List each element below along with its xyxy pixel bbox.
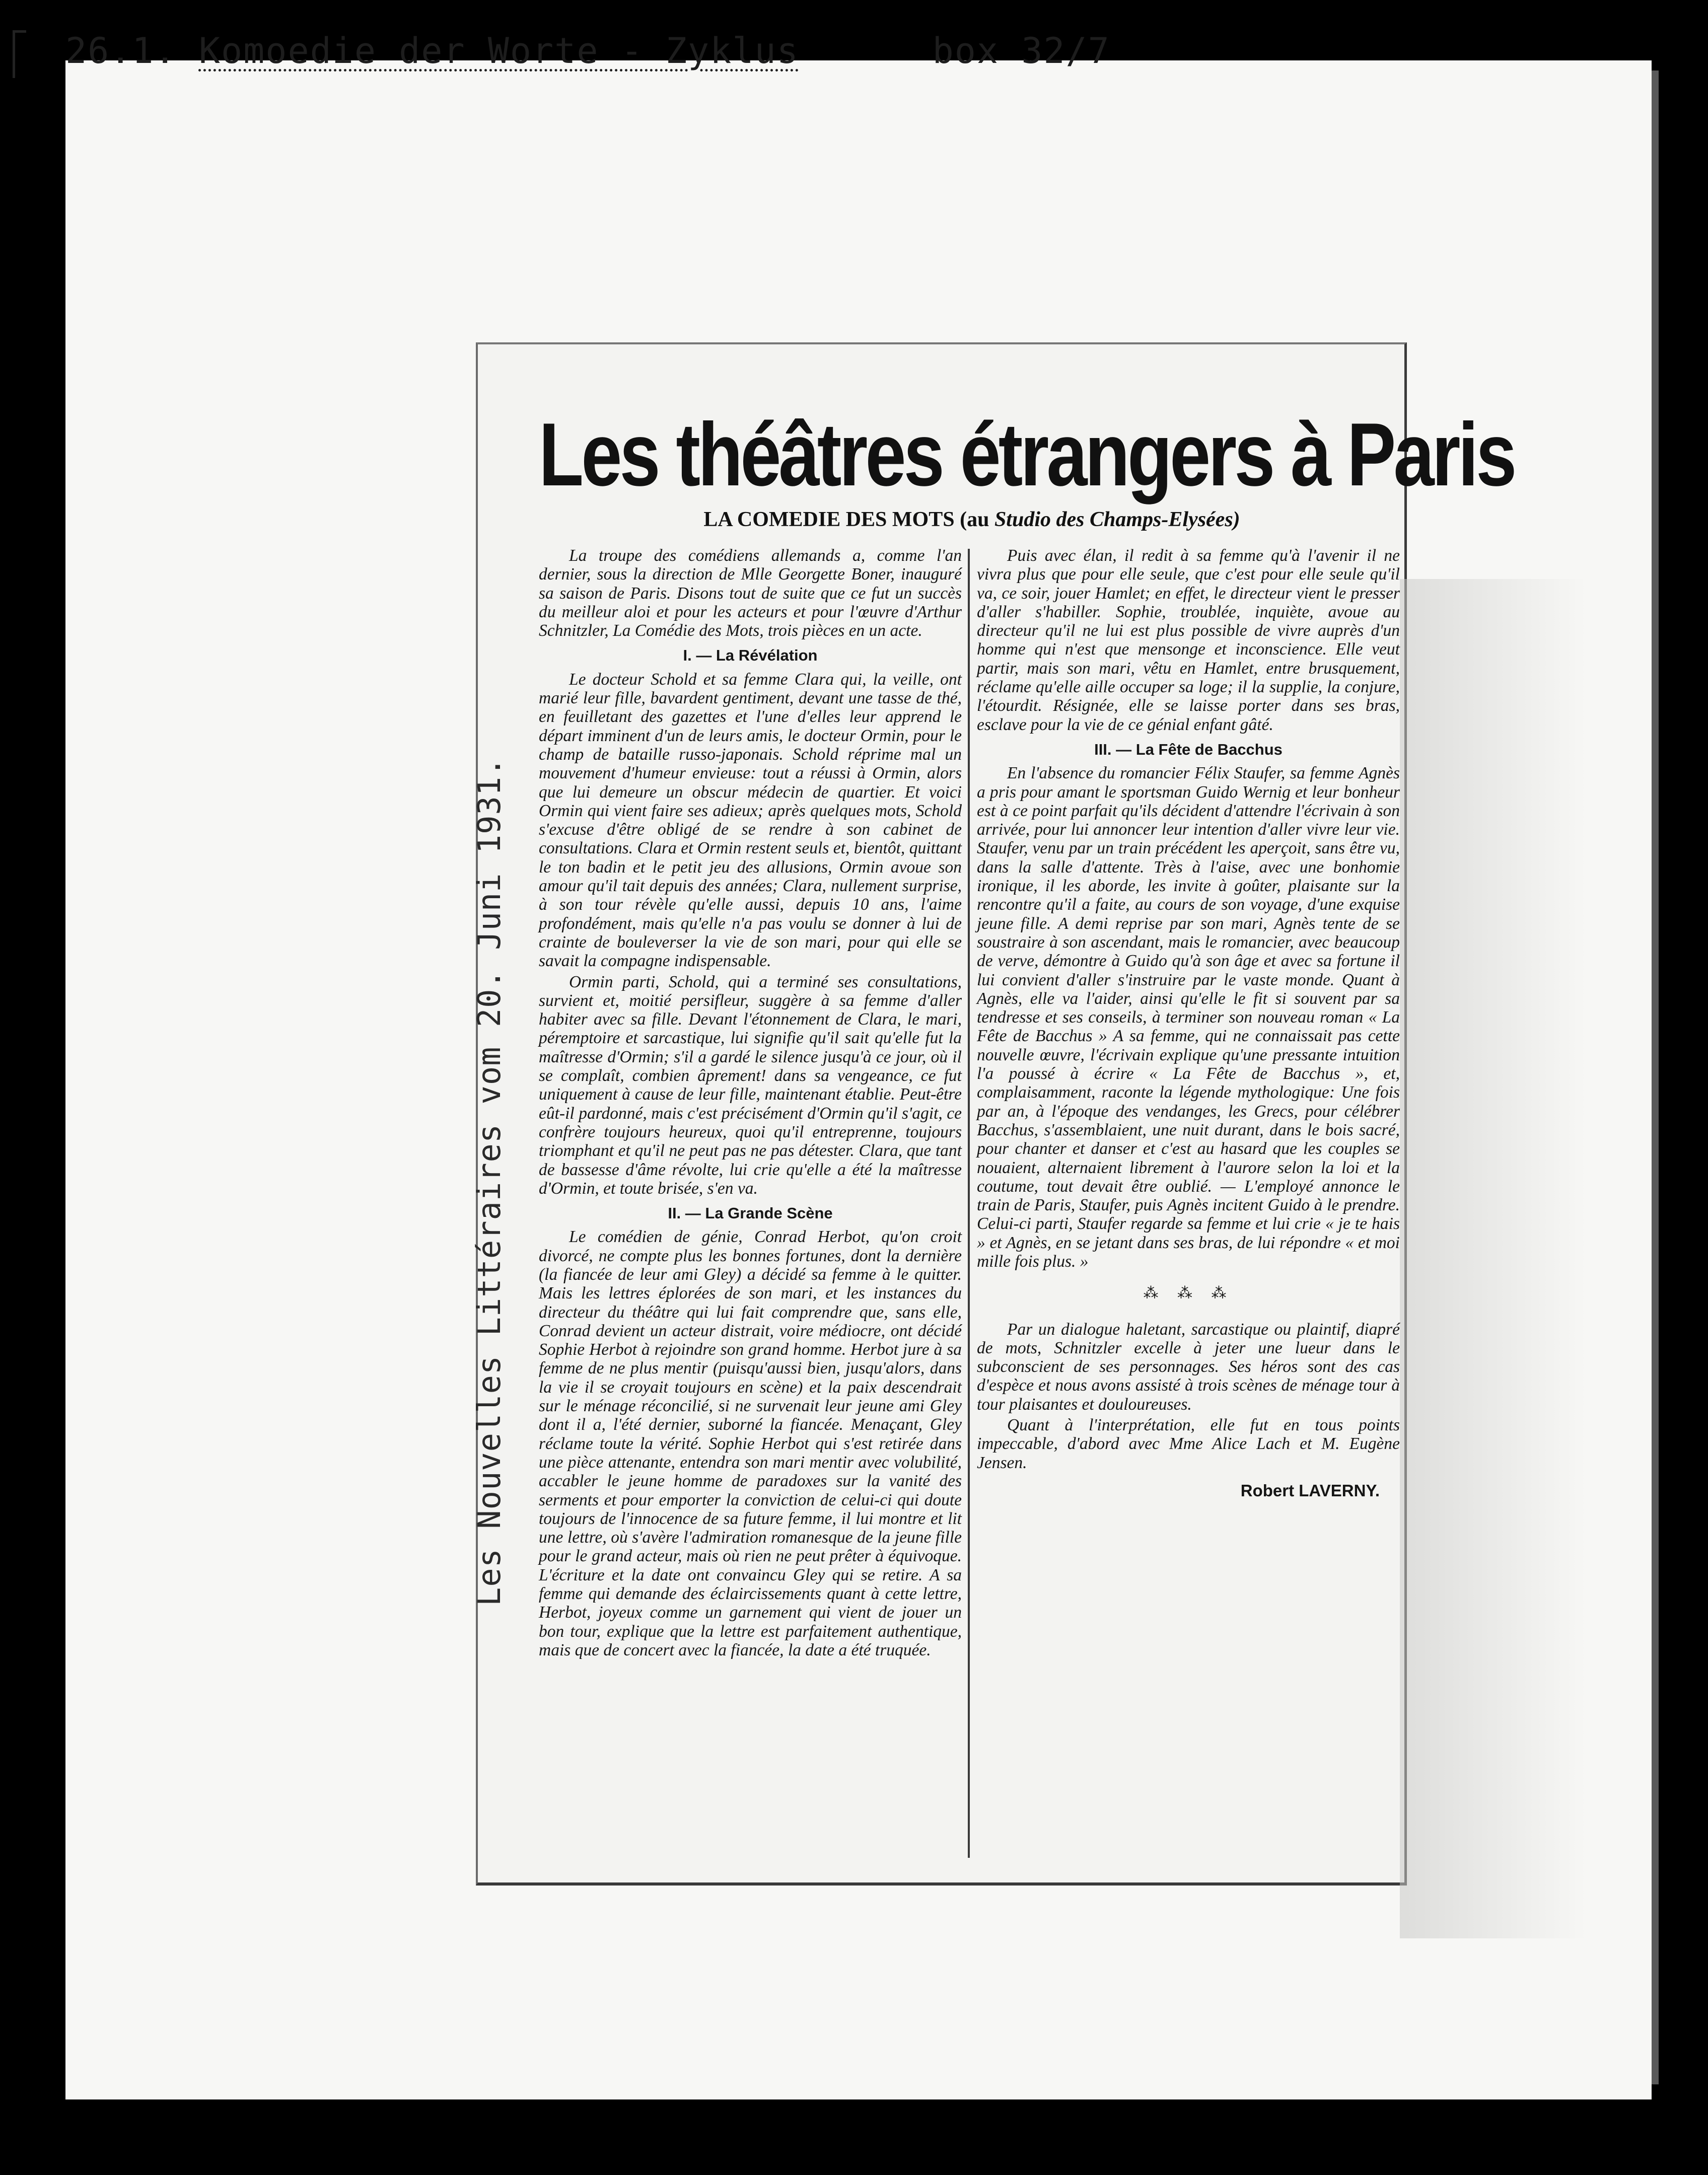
source-note: Les Nouvelles Littéraires vom 20. Juni 1931. <box>471 757 508 1606</box>
conclusion-paragraph: Par un dialogue haletant, sarcastique ou plaintif, diapré de mots, Schnitzler excelle à jeter une lueur dans le subconscient de ses personnages. Ses héros sont des cas d'espèce et nous avons assisté à trois scènes de ménage tour à tour plaisantes et douloureuses. <box>977 1320 1400 1414</box>
subtitle-venue: Studio des Champs-Elysées) <box>994 508 1240 531</box>
scan-shading <box>1400 579 1586 1938</box>
corner-crop-mark <box>13 30 26 78</box>
intro-paragraph: La troupe des comédiens allemands a, comme l'an dernier, sous la direction de Mlle Georgette Boner, inauguré sa saison de Paris. Disons tout de suite que ce fut un succès du meilleur aloi et pour les acteurs et pour l'œuvre d'Arthur Schnitzler, La Comédie des Mots, trois pièces en un acte. <box>539 546 962 640</box>
archive-title: Komoedie der Worte - Zyklus <box>198 30 799 71</box>
author-signature: Robert LAVERNY. <box>1240 1481 1380 1500</box>
paragraph: Le docteur Schold et sa femme Clara qui, la veille, ont marié leur fille, bavardent gentiment, devant une tasse de thé, en feuilletant des gazettes et l'une d'elles leur apprend le départ imminent d'un de leurs amis, le docteur Ormin, pour le champ de bataille russo-japonais. Schold réprime mal un mouvement d'humeur envieuse: tout a réussi à Ormin, alors que lui demeure un obscur médecin de quartier. Et voici Ormin qui vient faire ses adieux; après quelques mots, Schold s'excuse d'être obligé de se rendre à son cabinet de consultations. Clara et Ormin restent seuls et, bientôt, quittant le ton badin et le petit jeu des allusions, Ormin avoue son amour qu'il tait depuis des années; Clara, nullement surprise, à son tour révèle qu'elle aussi, depuis 10 ans, l'aime profondément, mais qu'elle n'a pas voulu se donner à lui de crainte de bouleverser la vie de son mari, pour qui elle se savait la compagne indispensable. <box>539 670 962 971</box>
article-column-right <box>977 546 1400 1500</box>
card-edge-shadow <box>1652 70 1659 2084</box>
article-subtitle <box>539 508 1405 532</box>
section-heading-fete-bacchus: III. — La Fête de Bacchus <box>1094 740 1283 758</box>
article-title: Les théâtres étrangers à Paris <box>539 404 1515 504</box>
archive-header <box>65 30 1110 71</box>
section-separator: ⁂ ⁂ ⁂ <box>1143 1284 1234 1302</box>
box-number: box 32/7 <box>932 30 1110 71</box>
article-column-left <box>539 546 962 1659</box>
paragraph: Ormin parti, Schold, qui a terminé ses consultations, survient et, moitié persifleur, suggère à sa femme d'aller habiter avec sa fille. Devant l'étonnement de Clara, le mari, péremptoire et sarcastique, lui signifie qu'il sait qu'elle fut la maîtresse d'Ormin; s'il a gardé le silence jusqu'à ce jour, où il se complaît, combien âprement! dans sa vengeance, ce fut uniquement à cause de leur fille, maintenant établie. Peut-être eût-il pardonné, mais c'est précisément d'Ormin qu'il s'agit, ce confrère toujours heureux, quoi qu'il entreprenne, toujours triomphant et qu'il ne peut pas ne pas détester. Clara, que tant de bassesse d'âme révolte, lui crie qu'elle a été la maîtresse d'Ormin, et toute brisée, s'en va. <box>539 972 962 1198</box>
section-heading-grande-scene: II. — La Grande Scène <box>668 1204 833 1222</box>
paragraph: En l'absence du romancier Félix Staufer, sa femme Agnès a pris pour amant le sportsman Guido Wernig et leur bonheur est à ce point parfait qu'ils décident d'attendre l'écrivain à son arrivée, pour lui annoncer leur intention d'aller vivre leur vie. Staufer, venu par un train précédent les aperçoit, sans être vu, dans la salle d'attente. Très à l'aise, avec une bonhomie ironique, il les aborde, les invite à goûter, plaisante sur la rencontre qu'il a faite, au cours de son voyage, d'une exquise jeune fille. A demi reprise par son mari, Agnès tente de se soustraire à son ascendant, mais le romancier, avec beaucoup de verve, démontre à Guido qu'à son âge et avec sa fortune il lui convient d'aller s'instruire par le vaste monde. Quant à Agnès, elle va l'aider, ainsi qu'elle le fit si souvent par sa tendresse et ses conseils, à terminer son nouveau roman « La Fête de Bacchus » A sa femme, qui ne connaissait pas cette nouvelle œuvre, l'écrivain explique qu'une pressante intuition l'a poussé à écrire « La Fête de Bacchus », et, complaisamment, raconte la légende mythologique: Une fois par an, à l'époque des vendanges, les Grecs, pour célébrer Bacchus, s'assemblaient, une nuit durant, dans le bois sacré, pour chanter et danser et c'est au hasard que les couples se nouaient, alternaient librement à l'aurore selon la loi et la coutume, tout devait être oublié. — L'employé annonce le train de Paris, Staufer, puis Agnès incitent Guido à le prendre. Celui-ci parti, Staufer regarde sa femme et lui crie « je te hais » et Agnès, en se jetant dans ses bras, de lui répondre « et moi mille fois plus. » <box>977 764 1400 1271</box>
column-divider <box>968 549 970 1858</box>
subtitle-main: LA COMEDIE DES MOTS (au <box>703 508 989 531</box>
section-heading-revelation: I. — La Révélation <box>683 646 818 665</box>
paragraph: Le comédien de génie, Conrad Herbot, qu'on croit divorcé, ne compte plus les bonnes fortunes, dont la dernière (la fiancée de leur ami Gley) a décidé sa femme à le quitter. Mais les lettres éplorées de son mari, et les instances du directeur du théâtre qui lui fait comprendre que, sans elle, Conrad devient un acteur distrait, voire médiocre, ont décidé Sophie Herbot à rejoindre son grand homme. Herbot jure à sa femme de ne plus mentir (puisqu'aussi bien, jusqu'alors, dans la vie il se croyait toujours en scène) et la paix descendrait sur le ménage réconcilié, si ne survenait leur jeune ami Gley dont il a, l'été dernier, suborné la fiancée. Menaçant, Gley réclame toute la vérité. Sophie Herbot qui s'est retirée dans une pièce attenante, entendra son mari mentir avec volubilité, accabler le jeune homme de paradoxes sur la vanité des serments et pour emporter la conviction de celui-ci qui doute toujours de l'innocence de sa future femme, il lui montre et lit une lettre, où s'avère l'admiration romanesque de la jeune fille pour le grand acteur, mais où rien ne peut prêter à équivoque. L'écriture et la date ont convaincu Gley qui se retire. A sa femme qui demande des éclaircissements quant à cette lettre, Herbot, joyeux comme un garnement qui vient de jouer un bon tour, explique que la lettre est parfaitement authentique, mais que de concert avec la fiancée, la date a été truquée. <box>539 1227 962 1659</box>
paragraph: Puis avec élan, il redit à sa femme qu'à l'avenir il ne vivra plus que pour elle seule, que c'est pour elle seule qu'il va, ce soir, jouer Hamlet; en effet, le directeur vient le presser d'aller s'habiller. Sophie, troublée, inquiète, avoue au directeur qu'il ne lui est plus possible de vivre auprès d'un homme qui n'est que mensonge et inconscience. Elle veut partir, mais son mari, vêtu en Hamlet, entre brusquement, réclame qu'elle aille occuper sa loge; il la supplie, la conjure, l'étourdit. Résignée, elle se laisse porter dans ses bras, esclave pour la vie de ce génial enfant gâté. <box>977 546 1400 734</box>
conclusion-paragraph: Quant à l'interprétation, elle fut en tous points impeccable, d'abord avec Mme Alice Lach et M. Eugène Jensen. <box>977 1416 1400 1472</box>
archive-number: 26.1. <box>65 30 177 71</box>
